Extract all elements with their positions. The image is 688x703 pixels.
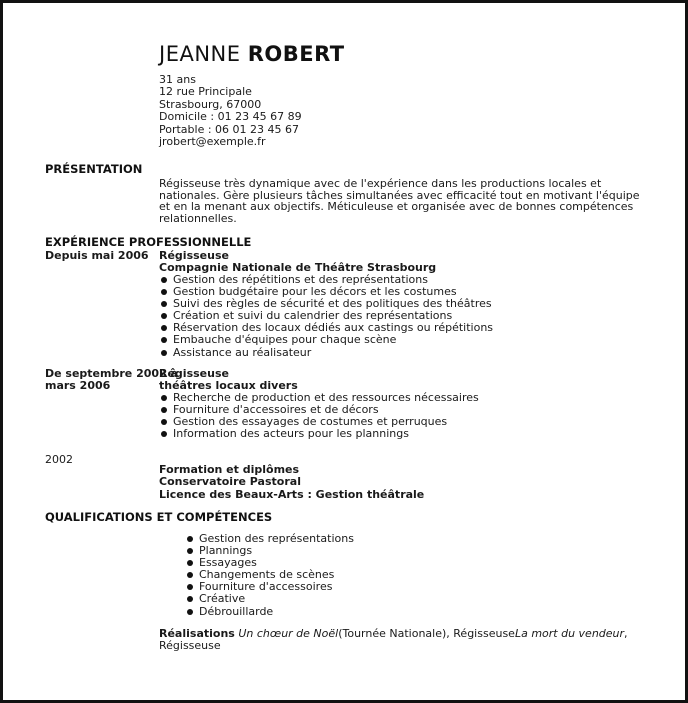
job-1-company: Compagnie Nationale de Théâtre Strasbourg xyxy=(159,261,437,275)
achievement-work-1: Un chœur de Noël xyxy=(238,627,339,640)
contact-home-phone: Domicile : 01 23 45 67 89 xyxy=(159,110,302,124)
achievement-detail-1: (Tournée Nationale), Régisseuse xyxy=(338,627,515,640)
section-title-presentation: PRÉSENTATION xyxy=(45,162,143,176)
education-degree: Licence des Beaux-Arts : Gestion théâtrale xyxy=(159,487,425,501)
job-1-role: Régisseuse xyxy=(159,249,229,262)
achievement-work-2: La mort du vendeur xyxy=(514,627,625,640)
contact-email: jrobert@exemple.fr xyxy=(159,135,266,149)
education-block xyxy=(159,464,424,501)
list-item: Assistance au réalisateur xyxy=(159,347,493,359)
presentation-text: Régisseuse très dynamique avec de l'expérience dans les productions locales et nationales. Gère plusieurs tâches simultanées avec efficacité tout en motivant l'équipe et en la menant aux objectifs. Méticuleuse et organisée avec de bonnes compétences relationnelles. xyxy=(159,177,640,225)
job-1-header xyxy=(159,250,436,275)
list-item: Gestion budgétaire pour les décors et les costumes xyxy=(159,286,493,298)
section-title-skills: QUALIFICATIONS ET COMPÉTENCES xyxy=(45,510,273,524)
skills-list xyxy=(185,533,354,618)
contact-mobile-phone: Portable : 06 01 23 45 67 xyxy=(159,122,300,136)
job-2-date-line1: De septembre 2002 à xyxy=(45,367,178,380)
education-heading: Formation et diplômes xyxy=(159,463,300,476)
contact-block xyxy=(159,74,302,148)
list-item: Gestion des essayages de costumes et perruques xyxy=(159,416,479,428)
list-item: Recherche de production et des ressources nécessaires xyxy=(159,392,479,404)
list-item: Suivi des règles de sécurité et des politiques des théâtres xyxy=(159,298,493,310)
contact-street: 12 rue Principale xyxy=(159,85,252,99)
education-year: 2002 xyxy=(45,453,73,466)
candidate-name: JEANNE ROBERT xyxy=(159,42,345,66)
list-item: Créative xyxy=(185,593,354,605)
achievements-text xyxy=(159,628,629,653)
list-item: Fourniture d'accessoires et de décors xyxy=(159,404,479,416)
list-item: Gestion des représentations xyxy=(185,533,354,545)
job-2-company: théâtres locaux divers xyxy=(159,379,298,393)
education-school: Conservatoire Pastoral xyxy=(159,475,301,489)
contact-age: 31 ans xyxy=(159,73,196,86)
job-1-date: Depuis mai 2006 xyxy=(45,249,149,262)
list-item: Embauche d'équipes pour chaque scène xyxy=(159,334,493,346)
list-item: Essayages xyxy=(185,557,354,569)
list-item: Réservation des locaux dédiés aux castings ou répétitions xyxy=(159,322,493,334)
achievements-label: Réalisations xyxy=(159,627,235,640)
job-2-role: Régisseuse xyxy=(159,367,229,380)
job-1-task-list xyxy=(159,274,493,359)
achievement-detail-2: , Régisseuse xyxy=(159,627,628,653)
list-item: Plannings xyxy=(185,545,354,557)
list-item: Gestion des répétitions et des représentations xyxy=(159,274,493,286)
job-2-date xyxy=(45,368,178,393)
section-title-experience: EXPÉRIENCE PROFESSIONNELLE xyxy=(45,235,252,249)
list-item: Création et suivi du calendrier des représentations xyxy=(159,310,493,322)
list-item: Débrouillarde xyxy=(185,606,354,618)
job-2-date-line2: mars 2006 xyxy=(45,379,111,393)
list-item: Information des acteurs pour les plannings xyxy=(159,428,479,440)
job-2-task-list xyxy=(159,392,479,440)
list-item: Changements de scènes xyxy=(185,569,354,581)
list-item: Fourniture d'accessoires xyxy=(185,581,354,593)
contact-city: Strasbourg, 67000 xyxy=(159,97,262,111)
job-2-header xyxy=(159,368,298,393)
